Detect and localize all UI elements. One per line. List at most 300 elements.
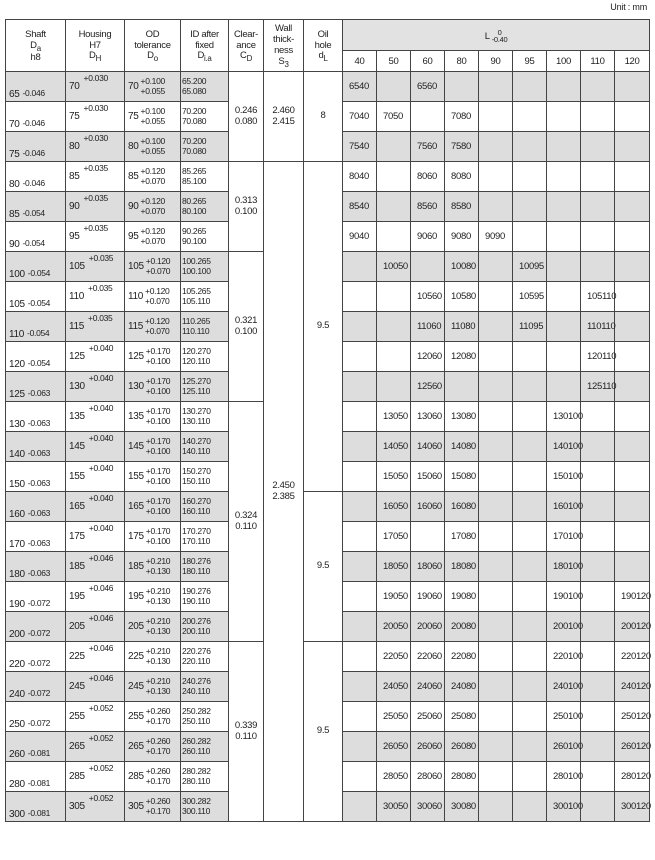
housing-value: 125 <box>69 350 85 362</box>
part-number: 28060 <box>417 770 442 782</box>
housing-tolerance: +0.035 <box>88 312 113 323</box>
housing-cell <box>66 222 125 252</box>
part-number-cell-40 <box>343 732 377 762</box>
wall-lower: 2.385 <box>272 490 295 502</box>
part-number-cell-110 <box>581 672 615 702</box>
id-lower: 240.110 <box>182 685 210 696</box>
unit-label: Unit : mm <box>610 2 647 12</box>
part-number-cell-90 <box>479 522 513 552</box>
housing-tolerance: +0.052 <box>88 702 114 713</box>
od-value: 80 <box>128 140 139 152</box>
part-number-cell-40 <box>343 432 377 462</box>
part-number-cell-110 <box>581 462 615 492</box>
shaft-cell <box>6 372 66 402</box>
part-number-cell-100 <box>547 192 581 222</box>
od-tol-lower: +0.070 <box>145 325 170 336</box>
housing-value: 165 <box>69 500 85 512</box>
part-number-cell-120 <box>615 192 650 222</box>
part-number: 160100 <box>553 500 583 512</box>
part-number-cell-40 <box>343 642 377 672</box>
part-number-cell-120 <box>615 492 650 522</box>
part-number-cell-120 <box>615 312 650 342</box>
shaft-tolerance: -0.054 <box>27 327 50 338</box>
part-number-cell-120 <box>615 582 650 612</box>
part-number-cell-40 <box>343 762 377 792</box>
housing-tolerance: +0.040 <box>88 372 114 383</box>
part-number: 16050 <box>383 500 408 512</box>
part-number: 180100 <box>553 560 583 572</box>
od-value: 95 <box>128 230 139 242</box>
part-number-cell-120 <box>615 762 650 792</box>
shaft-cell <box>6 102 66 132</box>
part-number-cell-50 <box>377 282 411 312</box>
part-number-cell-95 <box>513 492 547 522</box>
part-number: 10560 <box>417 290 442 302</box>
housing-cell <box>66 552 125 582</box>
part-number: 18050 <box>383 560 408 572</box>
part-number: 12060 <box>417 350 442 362</box>
housing-value: 135 <box>69 410 85 422</box>
part-number: 28050 <box>383 770 408 782</box>
part-number: 26060 <box>417 740 442 752</box>
part-number-cell-90 <box>479 192 513 222</box>
part-number: 12560 <box>417 380 442 392</box>
od-tol-lower: +0.055 <box>140 145 165 156</box>
od-tol-lower: +0.070 <box>140 175 165 186</box>
part-number-cell-120 <box>615 252 650 282</box>
part-number-cell-110 <box>581 612 615 642</box>
part-number-cell-120 <box>615 132 650 162</box>
housing-value: 75 <box>69 110 80 122</box>
part-number: 15050 <box>383 470 408 482</box>
id-cell <box>181 612 229 642</box>
part-number-cell-110 <box>581 282 615 312</box>
part-number-cell-80 <box>445 312 479 342</box>
part-number: 14050 <box>383 440 408 452</box>
part-number-cell-90 <box>479 612 513 642</box>
table-row <box>6 492 650 522</box>
od-tol-upper: +0.210 <box>145 585 171 596</box>
shaft-tolerance: -0.046 <box>22 87 45 98</box>
part-number-cell-60 <box>411 462 445 492</box>
shaft-tolerance: -0.072 <box>27 687 51 698</box>
part-number: 16060 <box>417 500 442 512</box>
od-value: 90 <box>128 200 139 212</box>
part-number-cell-80 <box>445 282 479 312</box>
part-number-cell-50 <box>377 462 411 492</box>
part-number-cell-40 <box>343 792 377 822</box>
table-row <box>6 162 650 192</box>
shaft-tolerance: -0.054 <box>22 207 45 218</box>
housing-cell <box>66 372 125 402</box>
od-value: 115 <box>128 320 144 332</box>
part-number-cell-60 <box>411 582 445 612</box>
part-number: 220100 <box>553 650 583 662</box>
part-number-cell-120 <box>615 162 650 192</box>
part-number-cell-60 <box>411 72 445 102</box>
part-number-cell-90 <box>479 252 513 282</box>
shaft-tolerance: -0.046 <box>22 147 45 158</box>
od-tol-upper: +0.170 <box>145 345 171 356</box>
id-cell <box>181 762 229 792</box>
part-number: 9040 <box>349 230 369 242</box>
shaft-tolerance: -0.072 <box>27 657 51 668</box>
id-upper: 90.265 <box>182 225 207 236</box>
part-number: 8540 <box>349 200 369 212</box>
part-number: 280100 <box>553 770 583 782</box>
part-number-cell-90 <box>479 102 513 132</box>
part-number: 190100 <box>553 590 583 602</box>
header-length-120: 120 <box>615 51 650 72</box>
part-number-cell-80 <box>445 672 479 702</box>
part-number-cell-80 <box>445 132 479 162</box>
od-cell <box>125 102 181 132</box>
od-tol-upper: +0.260 <box>145 735 171 746</box>
part-number-cell-90 <box>479 372 513 402</box>
id-upper: 220.276 <box>182 645 211 656</box>
part-number-cell-80 <box>445 192 479 222</box>
part-number-cell-60 <box>411 552 445 582</box>
part-number-cell-90 <box>479 672 513 702</box>
id-upper: 70.200 <box>182 135 207 146</box>
housing-cell <box>66 792 125 822</box>
shaft-value: 100 <box>9 269 25 280</box>
part-number: 14060 <box>417 440 442 452</box>
part-number-cell-50 <box>377 612 411 642</box>
part-number-cell-60 <box>411 192 445 222</box>
part-number-cell-120 <box>615 432 650 462</box>
od-value: 175 <box>128 530 144 542</box>
part-number: 13050 <box>383 410 408 422</box>
part-number-cell-95 <box>513 462 547 492</box>
housing-cell <box>66 342 125 372</box>
part-number-cell-60 <box>411 342 445 372</box>
od-tol-lower: +0.100 <box>145 355 171 366</box>
part-number-cell-90 <box>479 432 513 462</box>
id-cell <box>181 132 229 162</box>
part-number-cell-80 <box>445 522 479 552</box>
part-number-cell-90 <box>479 582 513 612</box>
od-value: 185 <box>128 560 144 572</box>
id-cell <box>181 162 229 192</box>
id-cell <box>181 192 229 222</box>
shaft-tolerance: -0.054 <box>27 297 51 308</box>
header-shaft: Shaft $D_a$ h8 <box>6 20 66 72</box>
part-number-cell-100 <box>547 282 581 312</box>
part-number-cell-110 <box>581 522 615 552</box>
table-row <box>6 72 650 102</box>
od-tol-lower: +0.170 <box>145 805 171 816</box>
part-number-cell-100 <box>547 162 581 192</box>
id-upper: 100.265 <box>182 255 211 266</box>
part-number-cell-40 <box>343 582 377 612</box>
part-number-cell-120 <box>615 732 650 762</box>
part-number-cell-95 <box>513 162 547 192</box>
part-number: 7080 <box>451 110 471 122</box>
od-tol-upper: +0.170 <box>145 435 171 446</box>
id-cell <box>181 732 229 762</box>
part-number-cell-40 <box>343 522 377 552</box>
od-tol-upper: +0.260 <box>145 765 171 776</box>
part-number-cell-120 <box>615 642 650 672</box>
id-cell <box>181 222 229 252</box>
part-number-cell-110 <box>581 372 615 402</box>
part-number: 7040 <box>349 110 369 122</box>
header-length-40: 40 <box>343 51 377 72</box>
part-number-cell-50 <box>377 702 411 732</box>
part-number-cell-80 <box>445 582 479 612</box>
part-number-cell-110 <box>581 402 615 432</box>
part-number-cell-100 <box>547 462 581 492</box>
shaft-cell <box>6 342 66 372</box>
id-lower: 110.110 <box>182 325 210 336</box>
part-number-cell-95 <box>513 372 547 402</box>
od-cell <box>125 252 181 282</box>
part-number: 6540 <box>349 80 369 92</box>
part-number-cell-100 <box>547 252 581 282</box>
part-number-cell-50 <box>377 132 411 162</box>
shaft-value: 220 <box>9 659 25 670</box>
housing-cell <box>66 312 125 342</box>
part-number-cell-40 <box>343 402 377 432</box>
part-number: 10595 <box>519 290 544 302</box>
part-number-cell-90 <box>479 222 513 252</box>
od-cell <box>125 522 181 552</box>
part-number-cell-95 <box>513 402 547 432</box>
part-number: 20050 <box>383 620 408 632</box>
id-upper: 85.265 <box>182 165 207 176</box>
shaft-value: 80 <box>9 179 20 190</box>
header-od: OD tolerance $D_o$ <box>125 20 181 72</box>
part-number-cell-110 <box>581 762 615 792</box>
part-number-cell-50 <box>377 672 411 702</box>
shaft-value: 70 <box>9 119 20 130</box>
part-number: 300120 <box>621 800 651 812</box>
housing-cell <box>66 102 125 132</box>
id-lower: 90.100 <box>182 235 207 246</box>
part-number: 7560 <box>417 140 437 152</box>
od-value: 225 <box>128 650 144 662</box>
part-number-cell-100 <box>547 552 581 582</box>
shaft-tolerance: -0.081 <box>27 807 51 818</box>
part-number-cell-80 <box>445 792 479 822</box>
part-number-cell-120 <box>615 462 650 492</box>
part-number-cell-80 <box>445 102 479 132</box>
part-number-cell-110 <box>581 222 615 252</box>
id-lower: 70.080 <box>182 145 207 156</box>
id-upper: 280.282 <box>182 765 211 776</box>
part-number: 110110 <box>587 320 616 332</box>
part-number-cell-50 <box>377 762 411 792</box>
od-tol-upper: +0.210 <box>145 555 171 566</box>
od-tol-lower: +0.130 <box>145 595 171 606</box>
clearance-lower: 0.100 <box>234 325 258 337</box>
od-tol-lower: +0.100 <box>145 445 171 456</box>
clearance-lower: 0.080 <box>234 115 258 127</box>
od-tol-lower: +0.070 <box>140 235 165 246</box>
part-number-cell-40 <box>343 162 377 192</box>
part-number-cell-120 <box>615 672 650 702</box>
part-number-cell-90 <box>479 762 513 792</box>
shaft-value: 280 <box>9 779 25 790</box>
shaft-value: 150 <box>9 479 25 490</box>
shaft-tolerance: -0.063 <box>27 417 51 428</box>
part-number-cell-110 <box>581 642 615 672</box>
part-number-cell-100 <box>547 522 581 552</box>
part-number-cell-95 <box>513 582 547 612</box>
od-value: 255 <box>128 710 144 722</box>
part-number-cell-50 <box>377 732 411 762</box>
shaft-tolerance: -0.063 <box>27 477 51 488</box>
od-value: 70 <box>128 80 139 92</box>
id-cell <box>181 582 229 612</box>
part-number-cell-90 <box>479 312 513 342</box>
id-lower: 85.100 <box>182 175 207 186</box>
wall-lower: 2.415 <box>272 115 295 127</box>
od-tol-lower: +0.100 <box>145 415 171 426</box>
housing-tolerance: +0.040 <box>88 492 114 503</box>
id-lower: 300.110 <box>182 805 210 816</box>
part-number-cell-120 <box>615 402 650 432</box>
housing-tolerance: +0.040 <box>88 342 114 353</box>
part-number: 17080 <box>451 530 476 542</box>
housing-tolerance: +0.030 <box>83 72 108 83</box>
part-number-cell-95 <box>513 792 547 822</box>
housing-value: 205 <box>69 620 85 632</box>
id-upper: 65.200 <box>182 75 207 86</box>
od-value: 195 <box>128 590 144 602</box>
shaft-tolerance: -0.081 <box>27 747 51 758</box>
part-number: 260100 <box>553 740 583 752</box>
id-upper: 120.270 <box>182 345 211 356</box>
housing-tolerance: +0.035 <box>83 162 108 173</box>
part-number: 13080 <box>451 410 476 422</box>
shaft-cell <box>6 312 66 342</box>
part-number: 280120 <box>621 770 651 782</box>
od-tol-lower: +0.130 <box>145 655 171 666</box>
part-number-cell-80 <box>445 462 479 492</box>
housing-value: 245 <box>69 680 85 692</box>
id-cell <box>181 402 229 432</box>
od-cell <box>125 222 181 252</box>
housing-cell <box>66 402 125 432</box>
housing-tolerance: +0.046 <box>88 582 114 593</box>
part-number-cell-50 <box>377 162 411 192</box>
part-number-cell-120 <box>615 702 650 732</box>
housing-value: 175 <box>69 530 85 542</box>
part-number-cell-40 <box>343 102 377 132</box>
part-number-cell-60 <box>411 372 445 402</box>
part-number: 6560 <box>417 80 437 92</box>
part-number-cell-100 <box>547 672 581 702</box>
od-value: 155 <box>128 470 144 482</box>
id-lower: 150.110 <box>182 475 210 486</box>
shaft-cell <box>6 552 66 582</box>
od-tol-lower: +0.055 <box>140 85 165 96</box>
wall-thickness-cell <box>264 162 304 822</box>
housing-cell <box>66 642 125 672</box>
part-number-cell-40 <box>343 132 377 162</box>
housing-value: 185 <box>69 560 85 572</box>
id-lower: 100.100 <box>182 265 211 276</box>
part-number-cell-40 <box>343 492 377 522</box>
part-number-cell-50 <box>377 402 411 432</box>
part-number-cell-80 <box>445 252 479 282</box>
part-number: 8580 <box>451 200 471 212</box>
housing-tolerance: +0.040 <box>88 522 114 533</box>
shaft-value: 240 <box>9 689 25 700</box>
part-number: 8080 <box>451 170 471 182</box>
shaft-tolerance: -0.054 <box>22 237 45 248</box>
part-number-cell-120 <box>615 792 650 822</box>
housing-value: 80 <box>69 140 80 152</box>
id-upper: 180.276 <box>182 555 211 566</box>
part-number: 300100 <box>553 800 583 812</box>
id-lower: 250.110 <box>182 715 210 726</box>
housing-tolerance: +0.040 <box>88 402 114 413</box>
part-number-cell-100 <box>547 132 581 162</box>
part-number-cell-50 <box>377 342 411 372</box>
housing-value: 90 <box>69 200 80 212</box>
part-number: 9080 <box>451 230 471 242</box>
part-number-cell-40 <box>343 702 377 732</box>
od-tol-lower: +0.170 <box>145 745 171 756</box>
od-cell <box>125 642 181 672</box>
part-number-cell-95 <box>513 522 547 552</box>
shaft-value: 120 <box>9 359 25 370</box>
part-number-cell-80 <box>445 222 479 252</box>
shaft-cell <box>6 492 66 522</box>
od-value: 130 <box>128 380 144 392</box>
part-number-cell-100 <box>547 582 581 612</box>
part-number: 25080 <box>451 710 476 722</box>
housing-tolerance: +0.040 <box>88 432 114 443</box>
od-tol-upper: +0.170 <box>145 405 171 416</box>
id-upper: 80.265 <box>182 195 207 206</box>
part-number: 17050 <box>383 530 408 542</box>
id-upper: 260.282 <box>182 735 211 746</box>
housing-tolerance: +0.035 <box>83 222 108 233</box>
id-lower: 130.110 <box>182 415 210 426</box>
shaft-value: 125 <box>9 389 25 400</box>
id-lower: 140.110 <box>182 445 210 456</box>
id-cell <box>181 312 229 342</box>
part-number-cell-110 <box>581 552 615 582</box>
part-number-cell-100 <box>547 612 581 642</box>
part-number-cell-95 <box>513 102 547 132</box>
part-number: 10095 <box>519 260 544 272</box>
part-number: 170100 <box>553 530 583 542</box>
part-number-cell-40 <box>343 372 377 402</box>
od-tol-lower: +0.070 <box>145 295 170 306</box>
shaft-value: 160 <box>9 509 25 520</box>
housing-cell <box>66 522 125 552</box>
part-number: 120110 <box>587 350 617 362</box>
id-upper: 170.270 <box>182 525 211 536</box>
id-lower: 260.110 <box>182 745 210 756</box>
part-number: 8060 <box>417 170 437 182</box>
housing-cell <box>66 192 125 222</box>
od-tol-lower: +0.130 <box>145 625 171 636</box>
part-number-cell-100 <box>547 372 581 402</box>
od-value: 125 <box>128 350 144 362</box>
od-value: 110 <box>128 290 144 302</box>
od-tol-upper: +0.210 <box>145 675 171 686</box>
shaft-value: 105 <box>9 299 25 310</box>
part-number-cell-60 <box>411 162 445 192</box>
clearance-cell <box>229 162 264 252</box>
od-tol-upper: +0.120 <box>140 225 165 236</box>
